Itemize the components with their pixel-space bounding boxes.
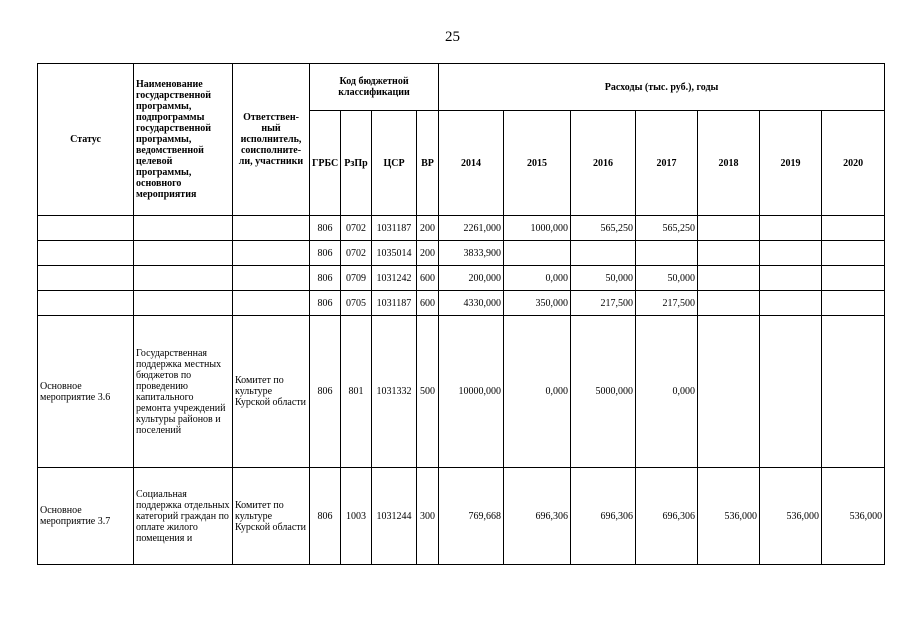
csr-cell: 1031187 [372, 216, 417, 241]
value-cell [504, 241, 571, 266]
csr-cell: 1035014 [372, 241, 417, 266]
value-cell [822, 291, 885, 316]
executor-cell: Комитет по культуре Курской области [233, 468, 310, 565]
value-cell [760, 266, 822, 291]
header-year: 2014 [439, 111, 504, 216]
table-row [38, 241, 885, 266]
value-cell: 565,250 [636, 216, 698, 241]
program-name-cell [134, 291, 233, 316]
value-cell: 696,306 [636, 468, 698, 565]
csr-cell: 1031187 [372, 291, 417, 316]
header-csr: ЦСР [372, 111, 417, 216]
header-program-name: Наименование государственной программы, подпрограммы государственной программы, ведомственной целевой программы, основного мероприятия [134, 64, 233, 216]
program-name-cell [134, 241, 233, 266]
vr-cell: 300 [417, 468, 439, 565]
value-cell: 50,000 [636, 266, 698, 291]
header-year: 2018 [698, 111, 760, 216]
table-row [38, 291, 885, 316]
grbs-cell: 806 [310, 266, 341, 291]
status-cell: Основное мероприятие 3.6 [38, 316, 134, 468]
page-number: 25 [445, 29, 460, 45]
value-cell [760, 241, 822, 266]
value-cell: 217,500 [636, 291, 698, 316]
value-cell: 2261,000 [439, 216, 504, 241]
rzpr-cell: 1003 [341, 468, 372, 565]
vr-cell: 200 [417, 241, 439, 266]
value-cell: 0,000 [504, 266, 571, 291]
value-cell: 0,000 [636, 316, 698, 468]
value-cell: 200,000 [439, 266, 504, 291]
header-vr: ВР [417, 111, 439, 216]
header-year: 2019 [760, 111, 822, 216]
grbs-cell: 806 [310, 468, 341, 565]
header-status: Статус [38, 64, 134, 216]
value-cell [760, 316, 822, 468]
status-cell [38, 266, 134, 291]
value-cell [822, 266, 885, 291]
header-grbs: ГРБС [310, 111, 341, 216]
value-cell: 565,250 [571, 216, 636, 241]
header-year: 2020 [822, 111, 885, 216]
value-cell [571, 241, 636, 266]
header-rzpr: РзПр [341, 111, 372, 216]
value-cell [698, 316, 760, 468]
status-cell [38, 241, 134, 266]
value-cell: 1000,000 [504, 216, 571, 241]
table-row [38, 266, 885, 291]
value-cell [698, 291, 760, 316]
vr-cell: 600 [417, 291, 439, 316]
value-cell [822, 316, 885, 468]
grbs-cell: 806 [310, 241, 341, 266]
table-row [38, 316, 885, 468]
status-cell: Основное мероприятие 3.7 [38, 468, 134, 565]
value-cell: 50,000 [571, 266, 636, 291]
grbs-cell: 806 [310, 291, 341, 316]
vr-cell: 600 [417, 266, 439, 291]
program-name-cell: Государственная поддержка местных бюджетов по проведению капитального ремонта учреждений культуры районов и поселений [134, 316, 233, 468]
value-cell [822, 241, 885, 266]
value-cell: 0,000 [504, 316, 571, 468]
value-cell: 696,306 [504, 468, 571, 565]
csr-cell: 1031332 [372, 316, 417, 468]
grbs-cell: 806 [310, 316, 341, 468]
header-executor: Ответствен-ный исполнитель, соисполните-ли, участники [233, 64, 310, 216]
rzpr-cell: 0705 [341, 291, 372, 316]
budget-table [37, 63, 885, 565]
value-cell [760, 291, 822, 316]
value-cell: 4330,000 [439, 291, 504, 316]
value-cell: 696,306 [571, 468, 636, 565]
value-cell: 217,500 [571, 291, 636, 316]
value-cell [822, 216, 885, 241]
header-year: 2016 [571, 111, 636, 216]
value-cell [698, 266, 760, 291]
value-cell: 5000,000 [571, 316, 636, 468]
csr-cell: 1031244 [372, 468, 417, 565]
vr-cell: 200 [417, 216, 439, 241]
executor-cell [233, 241, 310, 266]
program-name-cell [134, 216, 233, 241]
header-expenses: Расходы (тыс. руб.), годы [439, 64, 885, 111]
vr-cell: 500 [417, 316, 439, 468]
table-row [38, 216, 885, 241]
header-budget-code: Код бюджетной классификации [310, 64, 439, 111]
rzpr-cell: 0702 [341, 216, 372, 241]
program-name-cell: Социальная поддержка отдельных категорий граждан по оплате жилого помещения и [134, 468, 233, 565]
header-year: 2017 [636, 111, 698, 216]
value-cell: 10000,000 [439, 316, 504, 468]
program-name-cell [134, 266, 233, 291]
rzpr-cell: 0709 [341, 266, 372, 291]
rzpr-cell: 0702 [341, 241, 372, 266]
value-cell: 536,000 [760, 468, 822, 565]
status-cell [38, 216, 134, 241]
value-cell [698, 241, 760, 266]
csr-cell: 1031242 [372, 266, 417, 291]
executor-cell: Комитет по культуре Курской области [233, 316, 310, 468]
executor-cell [233, 216, 310, 241]
value-cell [760, 216, 822, 241]
executor-cell [233, 266, 310, 291]
table-row [38, 468, 885, 565]
value-cell [698, 216, 760, 241]
value-cell [636, 241, 698, 266]
value-cell: 350,000 [504, 291, 571, 316]
status-cell [38, 291, 134, 316]
rzpr-cell: 801 [341, 316, 372, 468]
grbs-cell: 806 [310, 216, 341, 241]
value-cell: 536,000 [822, 468, 885, 565]
header-year: 2015 [504, 111, 571, 216]
value-cell: 769,668 [439, 468, 504, 565]
value-cell: 3833,900 [439, 241, 504, 266]
executor-cell [233, 291, 310, 316]
value-cell: 536,000 [698, 468, 760, 565]
